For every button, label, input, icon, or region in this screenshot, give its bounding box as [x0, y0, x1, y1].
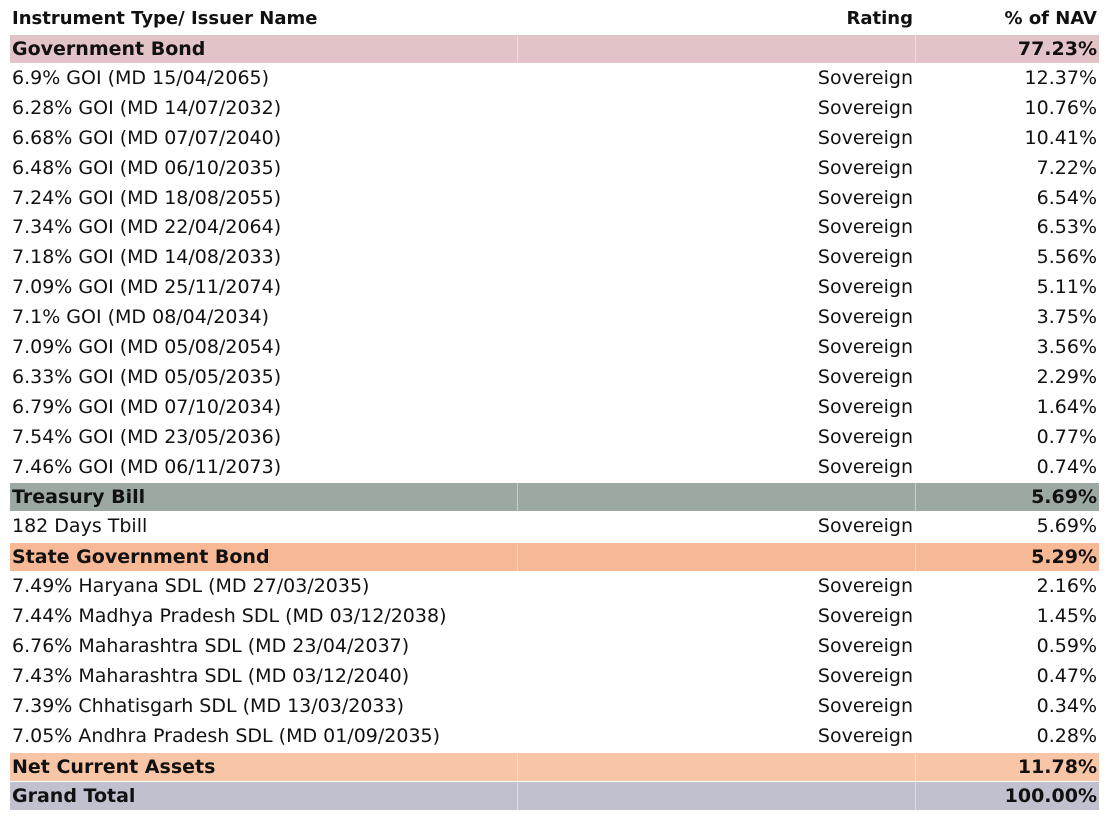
section-total: 5.69%: [1031, 486, 1097, 509]
section-row: [10, 483, 1099, 511]
issuer-name: 7.09% GOI (MD 25/11/2074): [12, 276, 282, 299]
table-row: [10, 512, 1099, 542]
issuer-name: 7.1% GOI (MD 08/04/2034): [12, 306, 270, 329]
percent-of-nav: 0.47%: [1036, 665, 1097, 688]
table-row: [10, 632, 1099, 662]
grand-total-row: [10, 782, 1099, 810]
table-row: [10, 722, 1099, 752]
percent-of-nav: 1.64%: [1036, 395, 1097, 418]
percent-of-nav: 3.75%: [1036, 306, 1097, 329]
table-row: [10, 692, 1099, 722]
table-row: [10, 393, 1099, 423]
table-row: [10, 662, 1099, 692]
issuer-name: 6.48% GOI (MD 06/10/2035): [12, 156, 282, 179]
percent-of-nav: 7.22%: [1036, 156, 1097, 179]
rating: Sovereign: [817, 455, 913, 478]
rating: Sovereign: [817, 605, 913, 628]
issuer-name: 7.39% Chhatisgarh SDL (MD 13/03/2033): [12, 694, 404, 717]
table-row: [10, 94, 1099, 124]
rating: Sovereign: [817, 276, 913, 299]
net-current-assets-value: 11.78%: [1017, 755, 1097, 778]
net-current-assets-label: Net Current Assets: [12, 755, 216, 778]
grand-total-label: Grand Total: [12, 784, 136, 807]
table-row: [10, 363, 1099, 393]
table-row: [10, 572, 1099, 602]
issuer-name: 7.05% Andhra Pradesh SDL (MD 01/09/2035): [12, 724, 441, 747]
rating: Sovereign: [817, 216, 913, 239]
table-row: [10, 64, 1099, 94]
percent-of-nav: 0.34%: [1036, 694, 1097, 717]
table-row: [10, 243, 1099, 273]
issuer-name: 7.34% GOI (MD 22/04/2064): [12, 216, 282, 239]
table-row: [10, 303, 1099, 333]
issuer-name: 6.79% GOI (MD 07/10/2034): [12, 395, 282, 418]
percent-of-nav: 5.69%: [1036, 515, 1097, 538]
percent-of-nav: 12.37%: [1024, 67, 1097, 89]
percent-of-nav: 0.74%: [1036, 455, 1097, 478]
section-row: [10, 35, 1099, 63]
percent-of-nav: 6.53%: [1036, 216, 1097, 239]
rating: Sovereign: [817, 665, 913, 688]
rating: Sovereign: [817, 365, 913, 388]
net-current-assets-row: [10, 753, 1099, 781]
issuer-name: 7.44% Madhya Pradesh SDL (MD 03/12/2038): [12, 605, 447, 628]
table-row: [10, 124, 1099, 154]
issuer-name: 6.9% GOI (MD 15/04/2065): [12, 67, 270, 89]
section-title: Government Bond: [12, 38, 206, 60]
issuer-name: 6.28% GOI (MD 14/07/2032): [12, 96, 282, 119]
rating: Sovereign: [817, 306, 913, 329]
issuer-name: 6.33% GOI (MD 05/05/2035): [12, 365, 282, 388]
issuer-name: 7.18% GOI (MD 14/08/2033): [12, 246, 282, 269]
percent-of-nav: 3.56%: [1036, 336, 1097, 359]
rating: Sovereign: [817, 126, 913, 149]
issuer-name: 6.76% Maharashtra SDL (MD 23/04/2037): [12, 635, 410, 658]
percent-of-nav: 5.56%: [1036, 246, 1097, 269]
table-header: [10, 3, 1099, 34]
rating: Sovereign: [817, 575, 913, 598]
rating: Sovereign: [817, 425, 913, 448]
header-rating: Rating: [846, 8, 913, 29]
issuer-name: 7.24% GOI (MD 18/08/2055): [12, 186, 282, 209]
rating: Sovereign: [817, 186, 913, 209]
section-row: [10, 543, 1099, 571]
portfolio-table: [10, 3, 1099, 811]
rating: Sovereign: [817, 694, 913, 717]
issuer-name: 182 Days Tbill: [12, 515, 148, 538]
issuer-name: 6.68% GOI (MD 07/07/2040): [12, 126, 282, 149]
issuer-name: 7.09% GOI (MD 05/08/2054): [12, 336, 282, 359]
header-nav: % of NAV: [1004, 8, 1097, 29]
issuer-name: 7.49% Haryana SDL (MD 27/03/2035): [12, 575, 370, 598]
rating: Sovereign: [817, 635, 913, 658]
percent-of-nav: 2.16%: [1036, 575, 1097, 598]
percent-of-nav: 0.77%: [1036, 425, 1097, 448]
table-row: [10, 453, 1099, 483]
percent-of-nav: 2.29%: [1036, 365, 1097, 388]
issuer-name: 7.43% Maharashtra SDL (MD 03/12/2040): [12, 665, 410, 688]
table-row: [10, 423, 1099, 453]
percent-of-nav: 5.11%: [1036, 276, 1097, 299]
grand-total-value: 100.00%: [1004, 784, 1097, 807]
rating: Sovereign: [817, 246, 913, 269]
percent-of-nav: 0.28%: [1036, 724, 1097, 747]
table-row: [10, 184, 1099, 214]
section-total: 77.23%: [1017, 38, 1097, 60]
issuer-name: 7.46% GOI (MD 06/11/2073): [12, 455, 282, 478]
rating: Sovereign: [817, 336, 913, 359]
issuer-name: 7.54% GOI (MD 23/05/2036): [12, 425, 282, 448]
percent-of-nav: 0.59%: [1036, 635, 1097, 658]
section-total: 5.29%: [1031, 546, 1097, 569]
percent-of-nav: 6.54%: [1036, 186, 1097, 209]
table-row: [10, 273, 1099, 303]
table-body: [10, 35, 1099, 752]
section-title: Treasury Bill: [12, 486, 146, 509]
table-row: [10, 333, 1099, 363]
percent-of-nav: 1.45%: [1036, 605, 1097, 628]
section-title: State Government Bond: [12, 546, 270, 569]
table-row: [10, 213, 1099, 243]
rating: Sovereign: [817, 67, 913, 89]
rating: Sovereign: [817, 515, 913, 538]
percent-of-nav: 10.41%: [1024, 126, 1097, 149]
rating: Sovereign: [817, 395, 913, 418]
percent-of-nav: 10.76%: [1024, 96, 1097, 119]
rating: Sovereign: [817, 156, 913, 179]
table-row: [10, 154, 1099, 184]
header-name: Instrument Type/ Issuer Name: [12, 8, 318, 29]
rating: Sovereign: [817, 96, 913, 119]
table-row: [10, 602, 1099, 632]
rating: Sovereign: [817, 724, 913, 747]
